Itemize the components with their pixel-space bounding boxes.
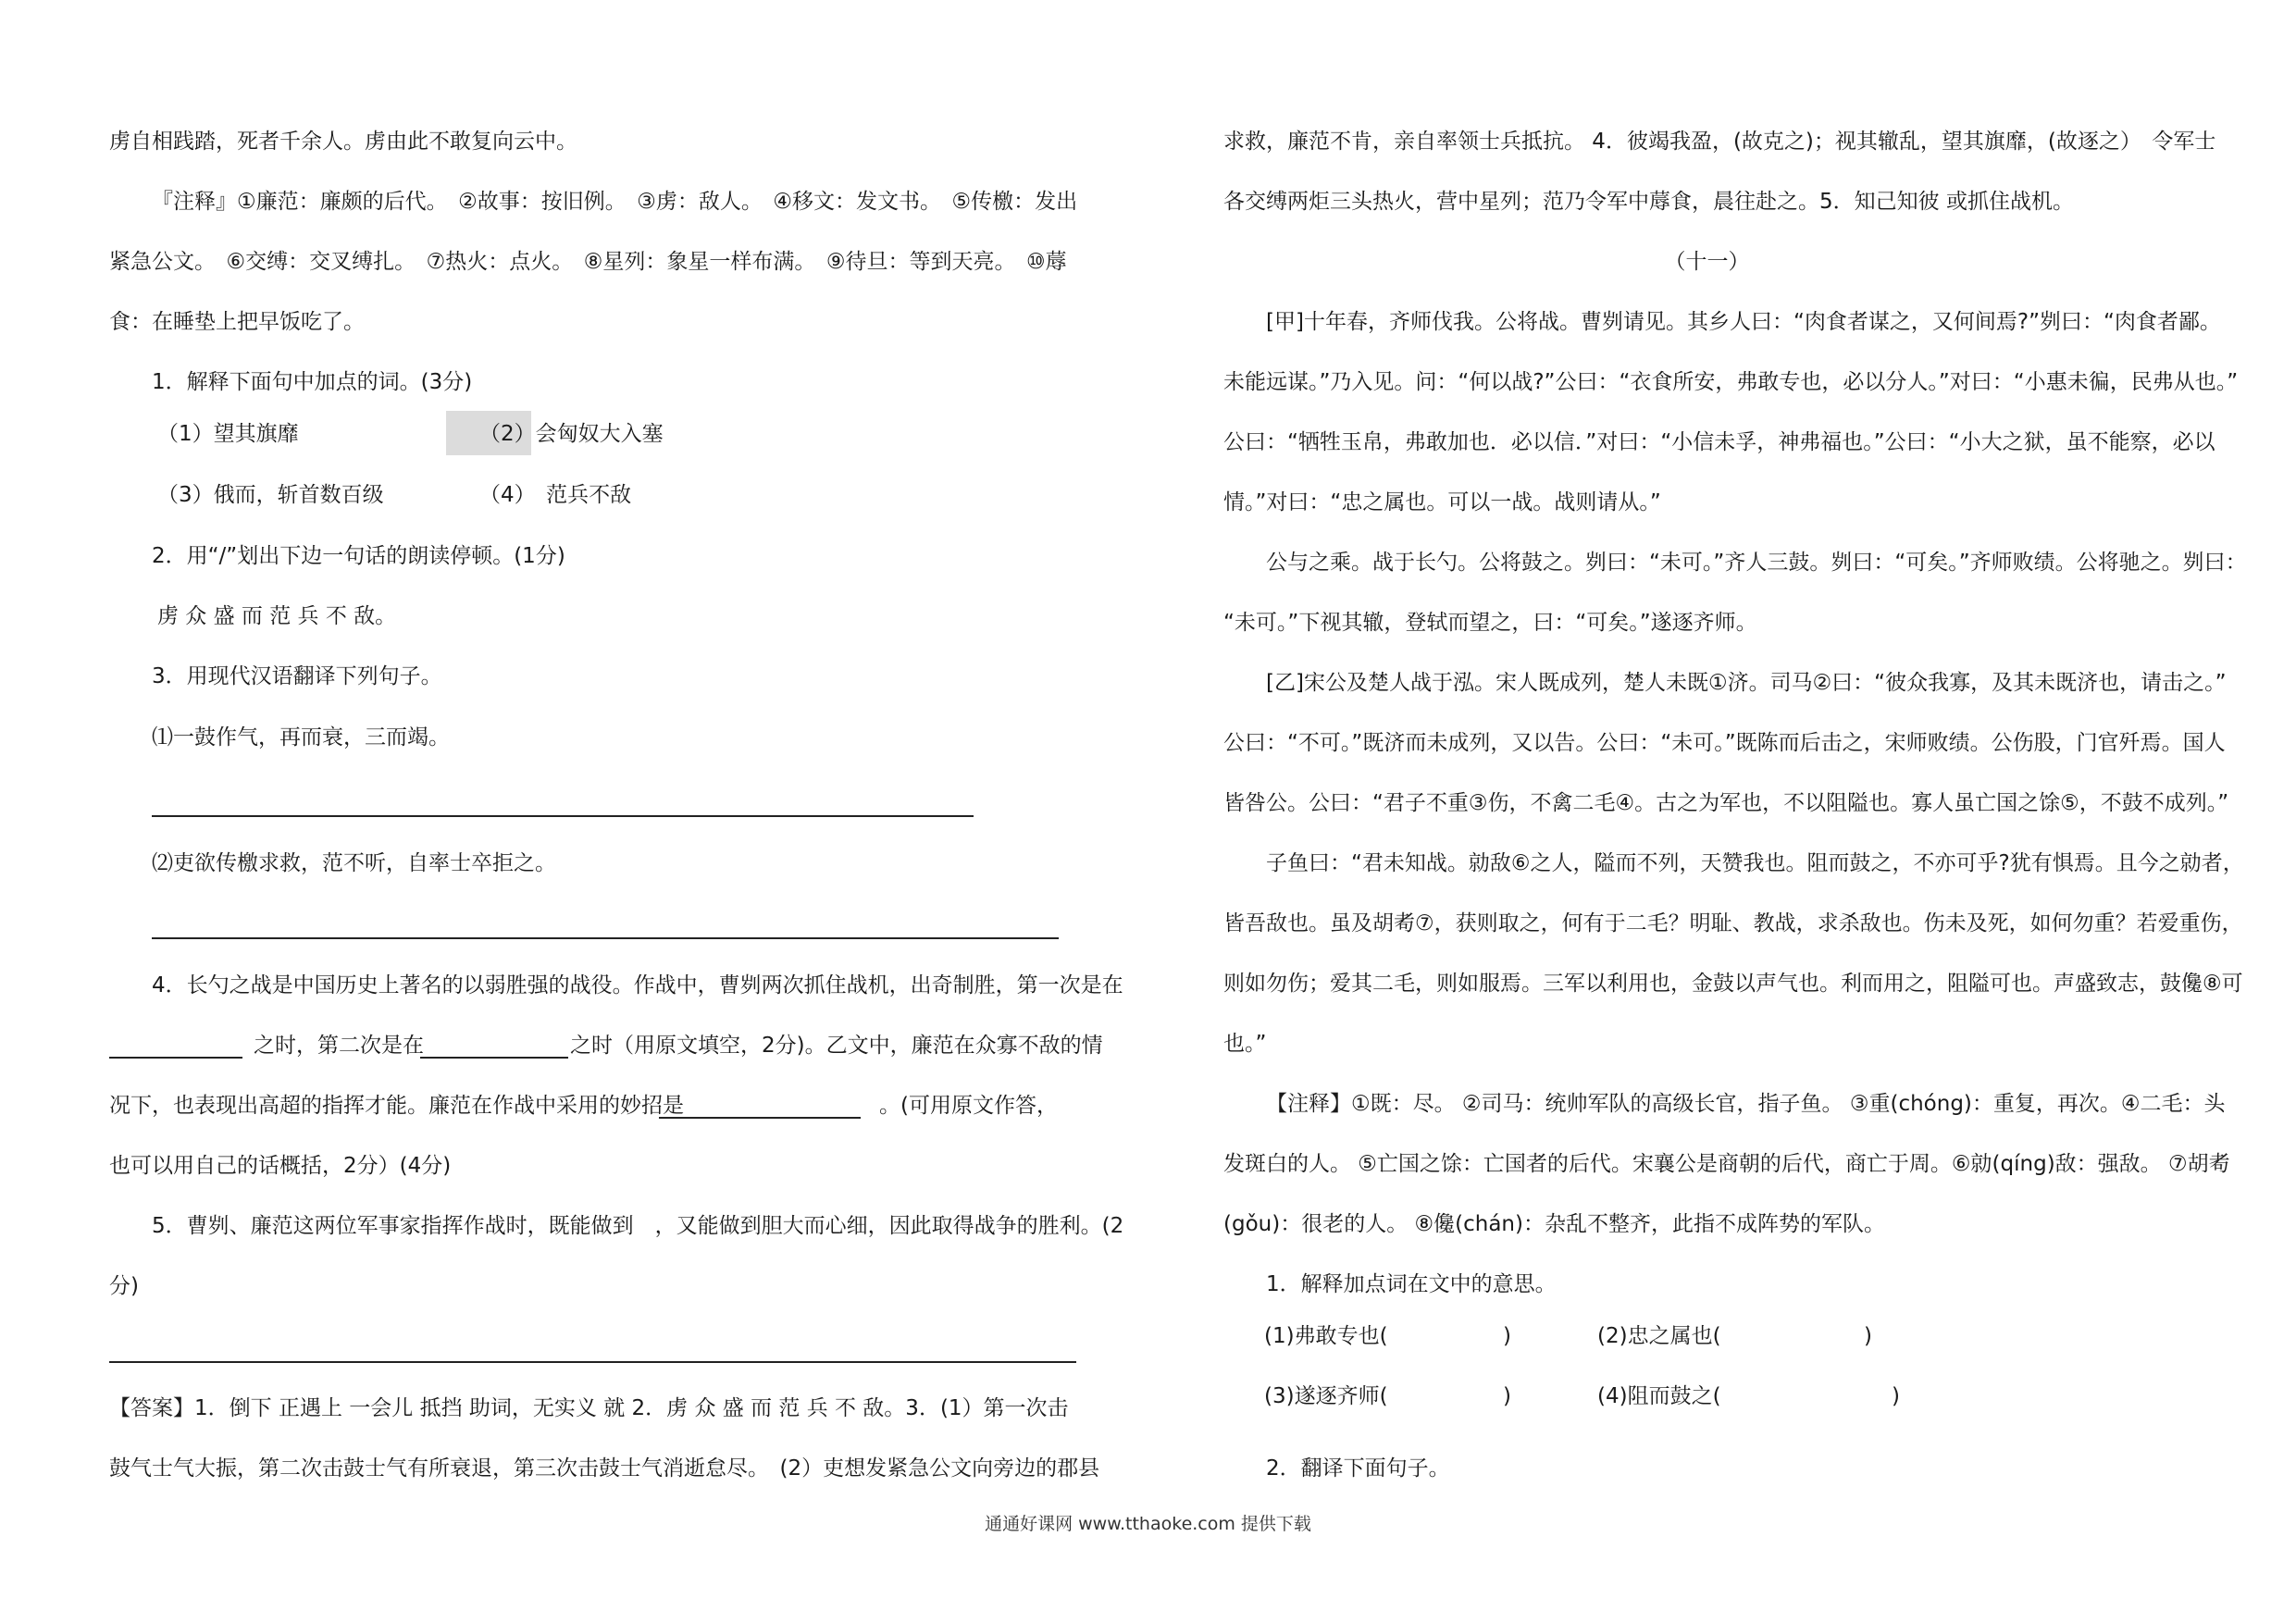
q1-item-3: （3）俄而，斩首数百级 [157,483,384,507]
question-5: 分) [109,1274,139,1298]
passage-line: 也。” [1223,1032,1267,1056]
answer-line-text: 各交缚两炬三头热火，营中星列；范乃令军中蓐食，晨往赴之。5．知己知彼 或抓住战机。 [1223,190,2074,214]
passage-line: 虏自相践踏，死者千余人。虏由此不敢复向云中。 [109,130,577,154]
passage-line: 皆吾敌也。虽及胡耇⑦，获则取之，何有于二毛？明耻、教战，求杀敌也。伤未及死，如何勿重？若爱重伤， [1223,911,2243,935]
q4-text: 之时（用原文填空，2分)。乙文中，廉范在众寡不敌的情 [570,1034,1103,1058]
question-2: 2．用“/”划出下边一句话的朗读停顿。(1分) [152,544,565,568]
passage-line: 皆咎公。公曰：“君子不重③伤，不禽二毛④。古之为军也，不以阻隘也。寡人虽亡国之馀⑤，不鼓不成列。” [1223,791,2229,815]
q1-item-2-close: ) [1864,1324,1872,1348]
answer-line-text: 求救，廉范不肯，亲自率领士兵抵抗。 4．彼竭我盈，(故克之)；视其辙乱，望其旗靡，(故逐之） 令军士 [1223,130,2216,154]
passage-line: “未可。”下视其辙，登轼而望之，曰：“可矣。”遂逐齐师。 [1223,611,1757,635]
section-heading: （十一） [1664,250,1750,274]
q3-sentence-1: ⑴一鼓作气，再而衰，三而竭。 [152,725,450,750]
q1-item-3-close: ) [1503,1384,1511,1408]
passage-line: [乙]宋公及楚人战于泓。宋人既成列，楚人未既①济。司马②曰：“彼众我寡，及其未既济也，请击之。” [1266,671,2227,695]
question-5: 5．曹刿、廉范这两位军事家指挥作战时，既能做到 ，又能做到胆大而心细，因此取得战争的胜利。(2 [152,1214,1124,1238]
question-4: 4．长勺之战是中国历史上著名的以弱胜强的战役。作战中，曹刿两次抓住战机，出奇制胜，第一次是在 [152,973,1123,997]
q1-item-1: (1)弗敢专也( [1264,1324,1388,1348]
notes-line: 食：在睡垫上把早饭吃了。 [109,310,365,334]
passage-line: 子鱼曰：“君未知战。勍敌⑥之人，隘而不列，天赞我也。阻而鼓之，不亦可乎?犹有惧焉。且今之勍者， [1266,851,2244,875]
passage-line: 情。”对曰：“忠之属也。可以一战。战则请从。” [1223,490,1661,514]
passage-line: [甲]十年春，齐师伐我。公将战。曹刿请见。其乡人曰：“肉食者谋之，又何间焉?”刿曰：“肉食者鄙。 [1266,310,2221,334]
notes-line: 紧急公文。 ⑥交缚：交叉缚扎。 ⑦热火：点火。 ⑧星列：象星一样布满。 ⑨待旦：等到天亮。 ⑩蓐 [109,250,1067,274]
q1-item-2: (2)忠之属也( [1597,1324,1721,1348]
passage-line: 公曰：“牺牲玉帛，弗敢加也．必以信．”对曰：“小信未孚，神弗福也。”公曰：“小大之狱，虽不能察，必以 [1223,430,2215,454]
passage-line: 公曰：“不可。”既济而未成列，又以告。公曰：“未可。”既陈而后击之，宋师败绩。公伤股，门官歼焉。国人 [1223,731,2226,755]
answer-line [152,937,1059,939]
passage-line: 则如勿伤；爱其二毛，则如服焉。三军以利用也，金鼓以声气也。利而用之，阻隘可也。声盛致志，鼓儳⑧可 [1223,972,2243,996]
q1-item-2: （2）会匈奴大入塞 [479,422,664,446]
q1-item-4: (4)阻而鼓之( [1597,1384,1721,1408]
answer-line [109,1361,1076,1363]
notes-line: 『注释』①廉范：廉颇的后代。 ②故事：按旧例。 ③虏：敌人。 ④移文：发文书。 ⑤传檄：发出 [152,190,1078,214]
question-1: 1．解释下面句中加点的词。(3分) [152,370,473,394]
q3-sentence-2: ⑵吏欲传檄求救，范不听，自率士卒拒之。 [152,851,556,875]
notes-line: 发斑白的人。 ⑤亡国之馀：亡国者的后代。宋襄公是商朝的后代，商亡于周。⑥勍(qíng)敌：强敌。 ⑦胡耇 [1223,1152,2230,1176]
passage-line: 公与之乘。战于长勺。公将鼓之。刿曰：“未可。”齐人三鼓。刿曰：“可矣。”齐师败绩。公将驰之。刿曰： [1266,551,2247,575]
passage-line: 未能远谋。”乃入见。问：“何以战?”公曰：“衣食所安，弗敢专也，必以分人。”对曰：“小惠未徧，民弗从也。” [1223,370,2239,394]
fill-blank [109,1057,242,1059]
question-3: 3．用现代汉语翻译下列句子。 [152,664,442,688]
q4-text: 况下，也表现出高超的指挥才能。廉范在作战中采用的妙招是 [109,1094,684,1118]
q4-text: 也可以用自己的话概括，2分）(4分) [109,1154,452,1178]
q2-sentence: 虏 众 盛 而 范 兵 不 敌。 [157,604,397,628]
fill-blank [420,1057,568,1059]
q1-item-4-close: ) [1892,1384,1900,1408]
q4-text: 之时，第二次是在 [254,1034,424,1058]
page-footer: 通通好课网 www.tthaoke.com 提供下载 [985,1514,1311,1534]
q1-item-3: (3)遂逐齐师( [1264,1384,1388,1408]
notes-line: (gǒu)：很老的人。 ⑧儳(chán)：杂乱不整齐，此指不成阵势的军队。 [1223,1212,1885,1236]
q4-text: 。(可用原文作答， [879,1094,1058,1118]
notes-line: 【注释】①既：尽。 ②司马：统帅军队的高级长官，指子鱼。 ③重(chóng)：重复，再次。④二毛：头 [1266,1092,2226,1116]
q1-item-1: （1）望其旗靡 [157,422,299,446]
q1-item-4: （4） 范兵不敌 [479,483,632,507]
fill-blank [659,1117,861,1119]
q1-item-1-close: ) [1503,1324,1511,1348]
answer-key: 【答案】1．倒下 正遇上 一会儿 抵挡 助词，无实义 就 2．虏 众 盛 而 范 兵 不 敌。3．(1）第一次击 [109,1396,1069,1420]
question-1: 1．解释加点词在文中的意思。 [1266,1272,1557,1296]
answer-line [152,815,974,817]
question-2: 2．翻译下面句子。 [1266,1456,1450,1481]
answer-key: 鼓气士气大振，第二次击鼓士气有所衰退，第三次击鼓士气消逝怠尽。 (2）吏想发紧急公文向旁边的郡县 [109,1456,1100,1481]
